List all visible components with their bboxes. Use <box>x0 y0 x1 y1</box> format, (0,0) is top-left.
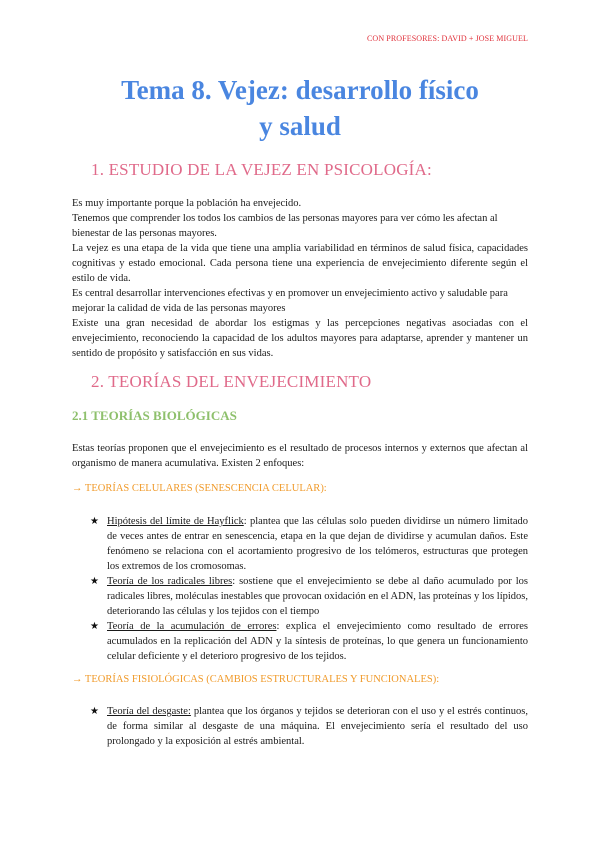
section-1-body <box>72 196 528 361</box>
star-bullet-icon: ★ <box>90 706 99 717</box>
section-2-intro: Estas teorías proponen que el envejecimiento es el resultado de procesos internos y externos que afectan al organismo de manera acumulativa. Existen 2 enfoques: <box>72 443 528 469</box>
section-1-line: Es central desarrollar intervenciones efectivas y en promover un envejecimiento activo y saludable para mejorar la calidad de vida de las personas mayores <box>72 288 508 314</box>
section-1-line: Tenemos que comprender los todos los cambios de las personas mayores para ver cómo les afectan al bienestar de las personas mayores. <box>72 213 498 239</box>
star-bullet-icon: ★ <box>90 516 99 527</box>
celulares-list <box>90 514 528 664</box>
header-note: CON PROFESORES: DAVID + JOSE MIGUEL <box>367 34 528 43</box>
term: Teoría de los radicales libres <box>107 576 233 587</box>
celulares-heading: → TEORÍAS CELULARES (SENESCENCIA CELULAR): <box>72 483 327 494</box>
term-description: plantea que los órganos y tejidos se deterioran con el uso y el estrés continuos, de forma similar al desgaste de una máquina. El envejecimiento sería el resultado del uso prolongado y la exposición al estrés ambiental. <box>107 706 528 747</box>
section-1-line: Es muy importante porque la población ha envejecido. <box>72 198 302 209</box>
title-line-2: y salud <box>259 111 341 141</box>
star-bullet-icon: ★ <box>90 576 99 587</box>
title-line-1: Tema 8. Vejez: desarrollo físico <box>121 75 479 105</box>
section-2-heading: 2. TEORÍAS DEL ENVEJECIMIENTO <box>91 372 372 391</box>
fisiologicas-heading: → TEORÍAS FISIOLÓGICAS (CAMBIOS ESTRUCTURALES Y FUNCIONALES): <box>72 674 440 685</box>
fisiologicas-list <box>90 704 528 749</box>
list-item <box>90 704 528 749</box>
term: Teoría de la acumulación de errores <box>107 621 277 632</box>
section-1-line: Existe una gran necesidad de abordar los estigmas y las percepciones negativas asociadas con el envejecimiento, reconociendo la capacidad de los adultos mayores para adaptarse, aprender y mantener un sentido de propósito y satisfacción en sus vidas. <box>72 318 528 359</box>
page-title <box>60 72 540 144</box>
term-description: : sostiene que el envejecimiento se debe al daño acumulado por los radicales libres, moléculas inestables que provocan oxidación en el ADN, las proteínas y los lípidos, deteriorando las células y los tejidos con el tiempo <box>107 576 529 617</box>
list-item <box>90 514 528 574</box>
list-item <box>90 619 528 664</box>
section-1-line: La vejez es una etapa de la vida que tiene una amplia variabilidad en términos de salud física, capacidades cognitivas y estado emocional. Cada persona tiene una experiencia de envejecimiento diferente según el estilo de vida. <box>72 243 528 284</box>
star-bullet-icon: ★ <box>90 621 99 632</box>
term: Teoría del desgaste: <box>107 706 191 717</box>
section-2-1-heading: 2.1 TEORÍAS BIOLÓGICAS <box>72 408 237 423</box>
term-description: : explica el envejecimiento como resultado de errores acumulados en la replicación del ADN y la síntesis de proteínas, lo que genera un funcionamiento celular deficiente y el deterioro progresivo de los tejidos. <box>107 621 528 662</box>
term: Hipótesis del límite de Hayflick <box>107 516 244 527</box>
term-description: : plantea que las células solo pueden dividirse un número limitado de veces antes de entrar en senescencia, etapa en la que dejan de dividirse y acumulan daños. Este fenómeno se relaciona con el acortamiento progresivo de los telómeros, estructuras que protegen los extremos de los cromosomas. <box>107 516 528 572</box>
list-item <box>90 574 528 619</box>
section-1-heading: 1. ESTUDIO DE LA VEJEZ EN PSICOLOGÍA: <box>91 160 432 179</box>
